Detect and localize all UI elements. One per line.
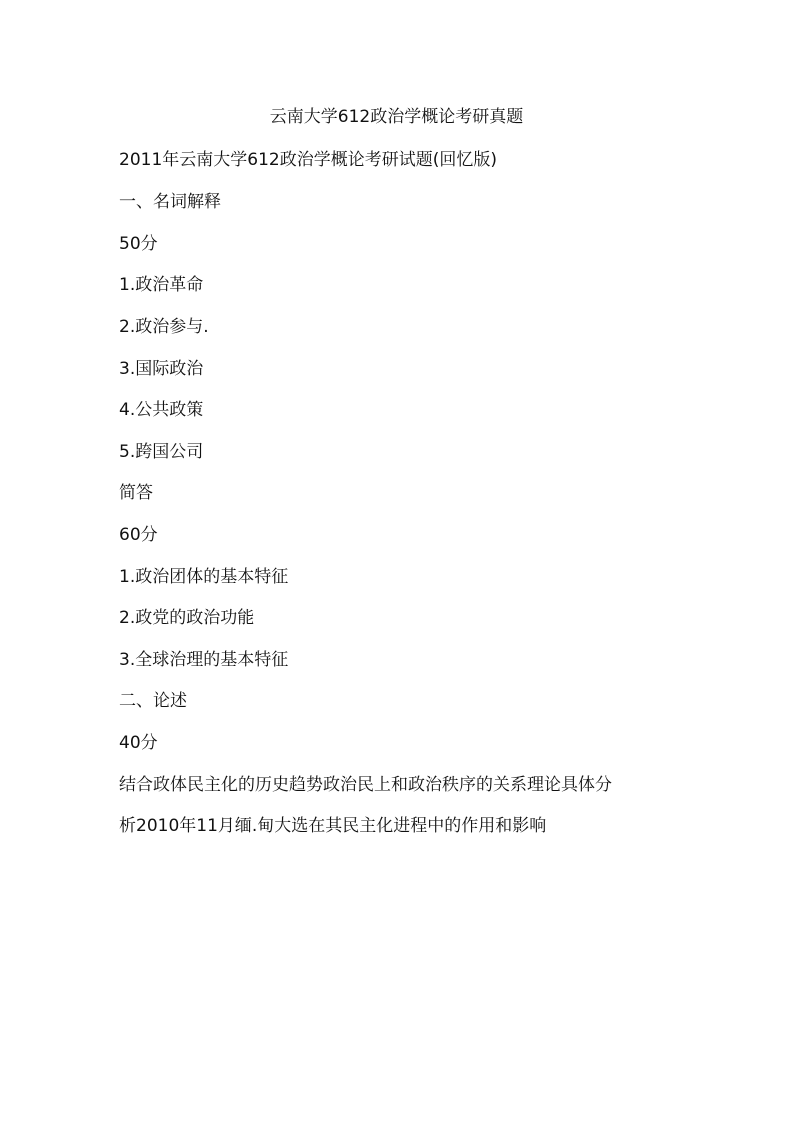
essay-question-line-1: 结合政体民主化的历史趋势政治民上和政治秩序的关系理论具体分 xyxy=(119,775,612,795)
short-answer-item-3: 3.全球治理的基本特征 xyxy=(119,650,289,670)
short-answer-item-1: 1.政治团体的基本特征 xyxy=(119,567,289,587)
document-title: 云南大学612政治学概论考研真题 xyxy=(269,107,524,127)
essay-score: 40分 xyxy=(119,733,158,753)
essay-question-line-2: 析2010年11月缅.甸大选在其民主化进程中的作用和影响 xyxy=(119,816,547,836)
exam-heading: 2011年云南大学612政治学概论考研试题(回忆版) xyxy=(119,150,497,170)
term-item-3: 3.国际政治 xyxy=(119,359,204,379)
term-item-2: 2.政治参与. xyxy=(119,317,209,337)
term-item-1: 1.政治革命 xyxy=(119,275,204,295)
short-answer-score: 60分 xyxy=(119,525,158,545)
section-one-score: 50分 xyxy=(119,234,158,254)
short-answer-heading: 简答 xyxy=(119,483,153,503)
section-one-heading: 一、名词解释 xyxy=(119,192,221,212)
term-item-5: 5.跨国公司 xyxy=(119,442,204,462)
essay-heading: 二、论述 xyxy=(119,691,187,711)
term-item-4: 4.公共政策 xyxy=(119,400,204,420)
short-answer-item-2: 2.政党的政治功能 xyxy=(119,608,255,628)
